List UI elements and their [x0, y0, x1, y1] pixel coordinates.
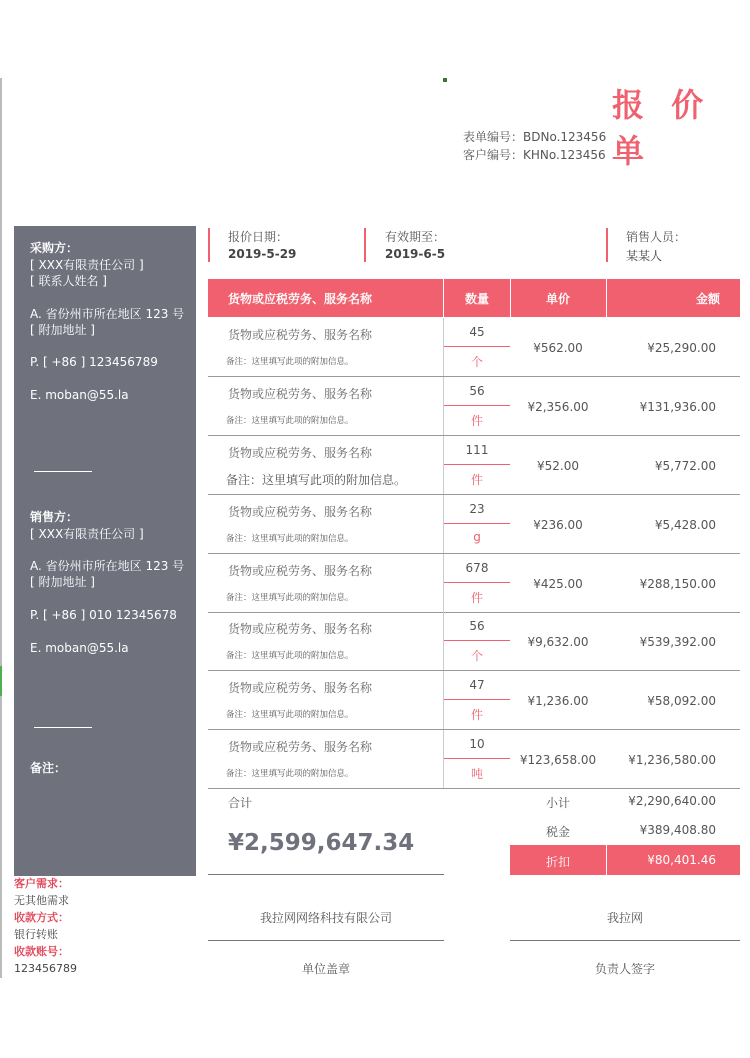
item-unit: 个	[470, 355, 483, 369]
person-sign-label: 负责人签字	[594, 962, 655, 976]
discount-bar	[510, 845, 740, 875]
party-sidebar	[14, 226, 196, 876]
header-price: 单价	[545, 292, 570, 306]
buyer-email: E. moban@55.la	[30, 388, 129, 402]
valid-until-label: 有效期至：	[385, 230, 446, 244]
item-price: ¥52.00	[537, 459, 579, 473]
table-row	[208, 318, 740, 377]
item-amount: ¥1,236,580.00	[628, 753, 716, 767]
account-label: 收款账号：	[14, 945, 69, 958]
item-amount: ¥539,392.00	[639, 635, 716, 649]
table-row	[208, 554, 740, 613]
table-row	[208, 436, 740, 495]
item-price: ¥236.00	[533, 518, 583, 532]
quote-date	[228, 228, 296, 261]
total-value: ¥2,599,647.34	[228, 830, 415, 856]
person-sign-line	[510, 940, 740, 941]
item-quantity: 678	[465, 561, 489, 575]
valid-until-value: 2019-6-5	[385, 247, 446, 261]
buyer-address: A. 省份州市所在地区 123 号 [ 附加地址 ]	[30, 307, 185, 337]
table-header	[208, 279, 740, 317]
item-note: 备注：这里填写此项的附加信息。	[226, 593, 354, 603]
person-name: 我拉网	[606, 911, 643, 925]
left-border-marker	[0, 666, 2, 696]
valid-until	[385, 228, 445, 261]
item-name: 货物或应税劳务、服务名称	[228, 387, 373, 401]
item-price: ¥123,658.00	[519, 753, 597, 767]
discount-label: 折扣	[545, 855, 570, 869]
item-unit: 件	[470, 473, 483, 487]
item-quantity: 56	[469, 384, 485, 398]
item-name: 货物或应税劳务、服务名称	[228, 328, 373, 342]
seller-address: A. 省份州市所在地区 123 号 [ 附加地址 ]	[30, 559, 185, 589]
item-note: 备注：这里填写此项的附加信息。	[226, 416, 354, 426]
item-name: 货物或应税劳务、服务名称	[228, 564, 373, 578]
header-col-sep	[606, 279, 607, 317]
table-row	[208, 730, 740, 789]
seller-phone: P. [ +86 ] 010 12345678	[30, 608, 177, 622]
header-col-sep	[443, 279, 444, 317]
item-name: 货物或应税劳务、服务名称	[228, 622, 373, 636]
salesperson-label: 销售人员：	[626, 230, 687, 244]
remarks-label: 备注：	[30, 761, 67, 775]
item-amount: ¥131,936.00	[639, 400, 716, 414]
seller-label: 销售方：	[30, 510, 79, 524]
company-sign-line	[208, 940, 444, 941]
item-note: 备注：这里填写此项的附加信息。	[226, 534, 354, 544]
item-amount: ¥288,150.00	[639, 577, 716, 591]
item-amount: ¥25,290.00	[647, 341, 716, 355]
payment-label: 收款方式：	[14, 911, 69, 924]
form-number: 表单编号：BDNo.123456	[463, 130, 607, 144]
item-quantity: 111	[465, 443, 489, 457]
table-row	[208, 377, 740, 436]
demand-value: 无其他需求	[14, 894, 69, 907]
item-unit: g	[473, 530, 481, 544]
item-quantity: 45	[469, 325, 485, 339]
discount-value: ¥80,401.46	[647, 853, 716, 867]
item-note: 备注：这里填写此项的附加信息。	[226, 357, 354, 367]
total-label: 合计	[228, 796, 253, 810]
info-separator	[606, 228, 608, 262]
item-note: 备注：这里填写此项的附加信息。	[226, 651, 354, 661]
item-price: ¥1,236.00	[527, 694, 589, 708]
item-unit: 吨	[470, 767, 483, 781]
seller-email: E. moban@55.la	[30, 641, 129, 655]
demand-label: 客户需求：	[14, 877, 69, 890]
item-note: 备注：这里填写此项的附加信息。	[226, 769, 354, 779]
header-amount: 金额	[695, 292, 720, 306]
header-item-name: 货物或应税劳务、服务名称	[228, 292, 373, 306]
item-note: 备注：这里填写此项的附加信息。	[226, 473, 407, 487]
quote-date-value: 2019-5-29	[228, 247, 297, 261]
item-name: 货物或应税劳务、服务名称	[228, 740, 373, 754]
salesperson	[626, 228, 686, 264]
quote-date-label: 报价日期：	[228, 230, 289, 244]
item-quantity: 23	[469, 502, 485, 516]
table-row	[208, 671, 740, 730]
seller-company: [ XXX有限责任公司 ]	[30, 527, 144, 541]
item-note: 备注：这里填写此项的附加信息。	[226, 710, 354, 720]
item-name: 货物或应税劳务、服务名称	[228, 505, 373, 519]
buyer-company: [ XXX有限责任公司 ]	[30, 258, 144, 272]
sidebar-divider	[34, 727, 92, 728]
page-title: 报 价 单	[612, 86, 712, 170]
sidebar-divider	[34, 471, 92, 472]
info-separator	[364, 228, 366, 262]
cell-marker	[443, 78, 447, 82]
item-unit: 件	[470, 414, 483, 428]
table-row	[208, 495, 740, 554]
item-amount: ¥5,428.00	[654, 518, 716, 532]
item-unit: 件	[470, 591, 483, 605]
item-price: ¥9,632.00	[527, 635, 589, 649]
item-price: ¥2,356.00	[527, 400, 589, 414]
footer-info	[14, 875, 77, 977]
item-quantity: 10	[469, 737, 485, 751]
left-border	[0, 78, 2, 978]
subtotal-label: 小计	[545, 796, 570, 810]
item-quantity: 56	[469, 619, 485, 633]
item-price: ¥562.00	[533, 341, 583, 355]
item-unit: 件	[470, 708, 483, 722]
item-price: ¥425.00	[533, 577, 583, 591]
info-separator	[208, 228, 210, 262]
table-row	[208, 612, 740, 671]
buyer-contact: [ 联系人姓名 ]	[30, 274, 107, 288]
item-amount: ¥5,772.00	[654, 459, 716, 473]
item-quantity: 47	[469, 678, 485, 692]
item-name: 货物或应税劳务、服务名称	[228, 681, 373, 695]
buyer-label: 采购方：	[30, 241, 79, 255]
buyer-phone: P. [ +86 ] 123456789	[30, 355, 158, 369]
account-value: 123456789	[14, 962, 77, 975]
tax-value: ¥389,408.80	[639, 823, 716, 837]
tax-label: 税金	[545, 825, 570, 839]
customer-number: 客户编号：KHNo.123456	[463, 148, 606, 162]
subtotal-value: ¥2,290,640.00	[628, 794, 716, 808]
item-unit: 个	[470, 649, 483, 663]
company-seal-label: 单位盖章	[301, 962, 350, 976]
header-col-sep	[510, 279, 511, 317]
salesperson-value: 某某人	[626, 249, 663, 263]
item-name: 货物或应税劳务、服务名称	[228, 446, 373, 460]
payment-value: 银行转账	[14, 928, 58, 941]
header-quantity: 数量	[464, 292, 489, 306]
item-amount: ¥58,092.00	[647, 694, 716, 708]
company-name: 我拉网网络科技有限公司	[259, 911, 392, 925]
total-underline	[208, 874, 444, 875]
